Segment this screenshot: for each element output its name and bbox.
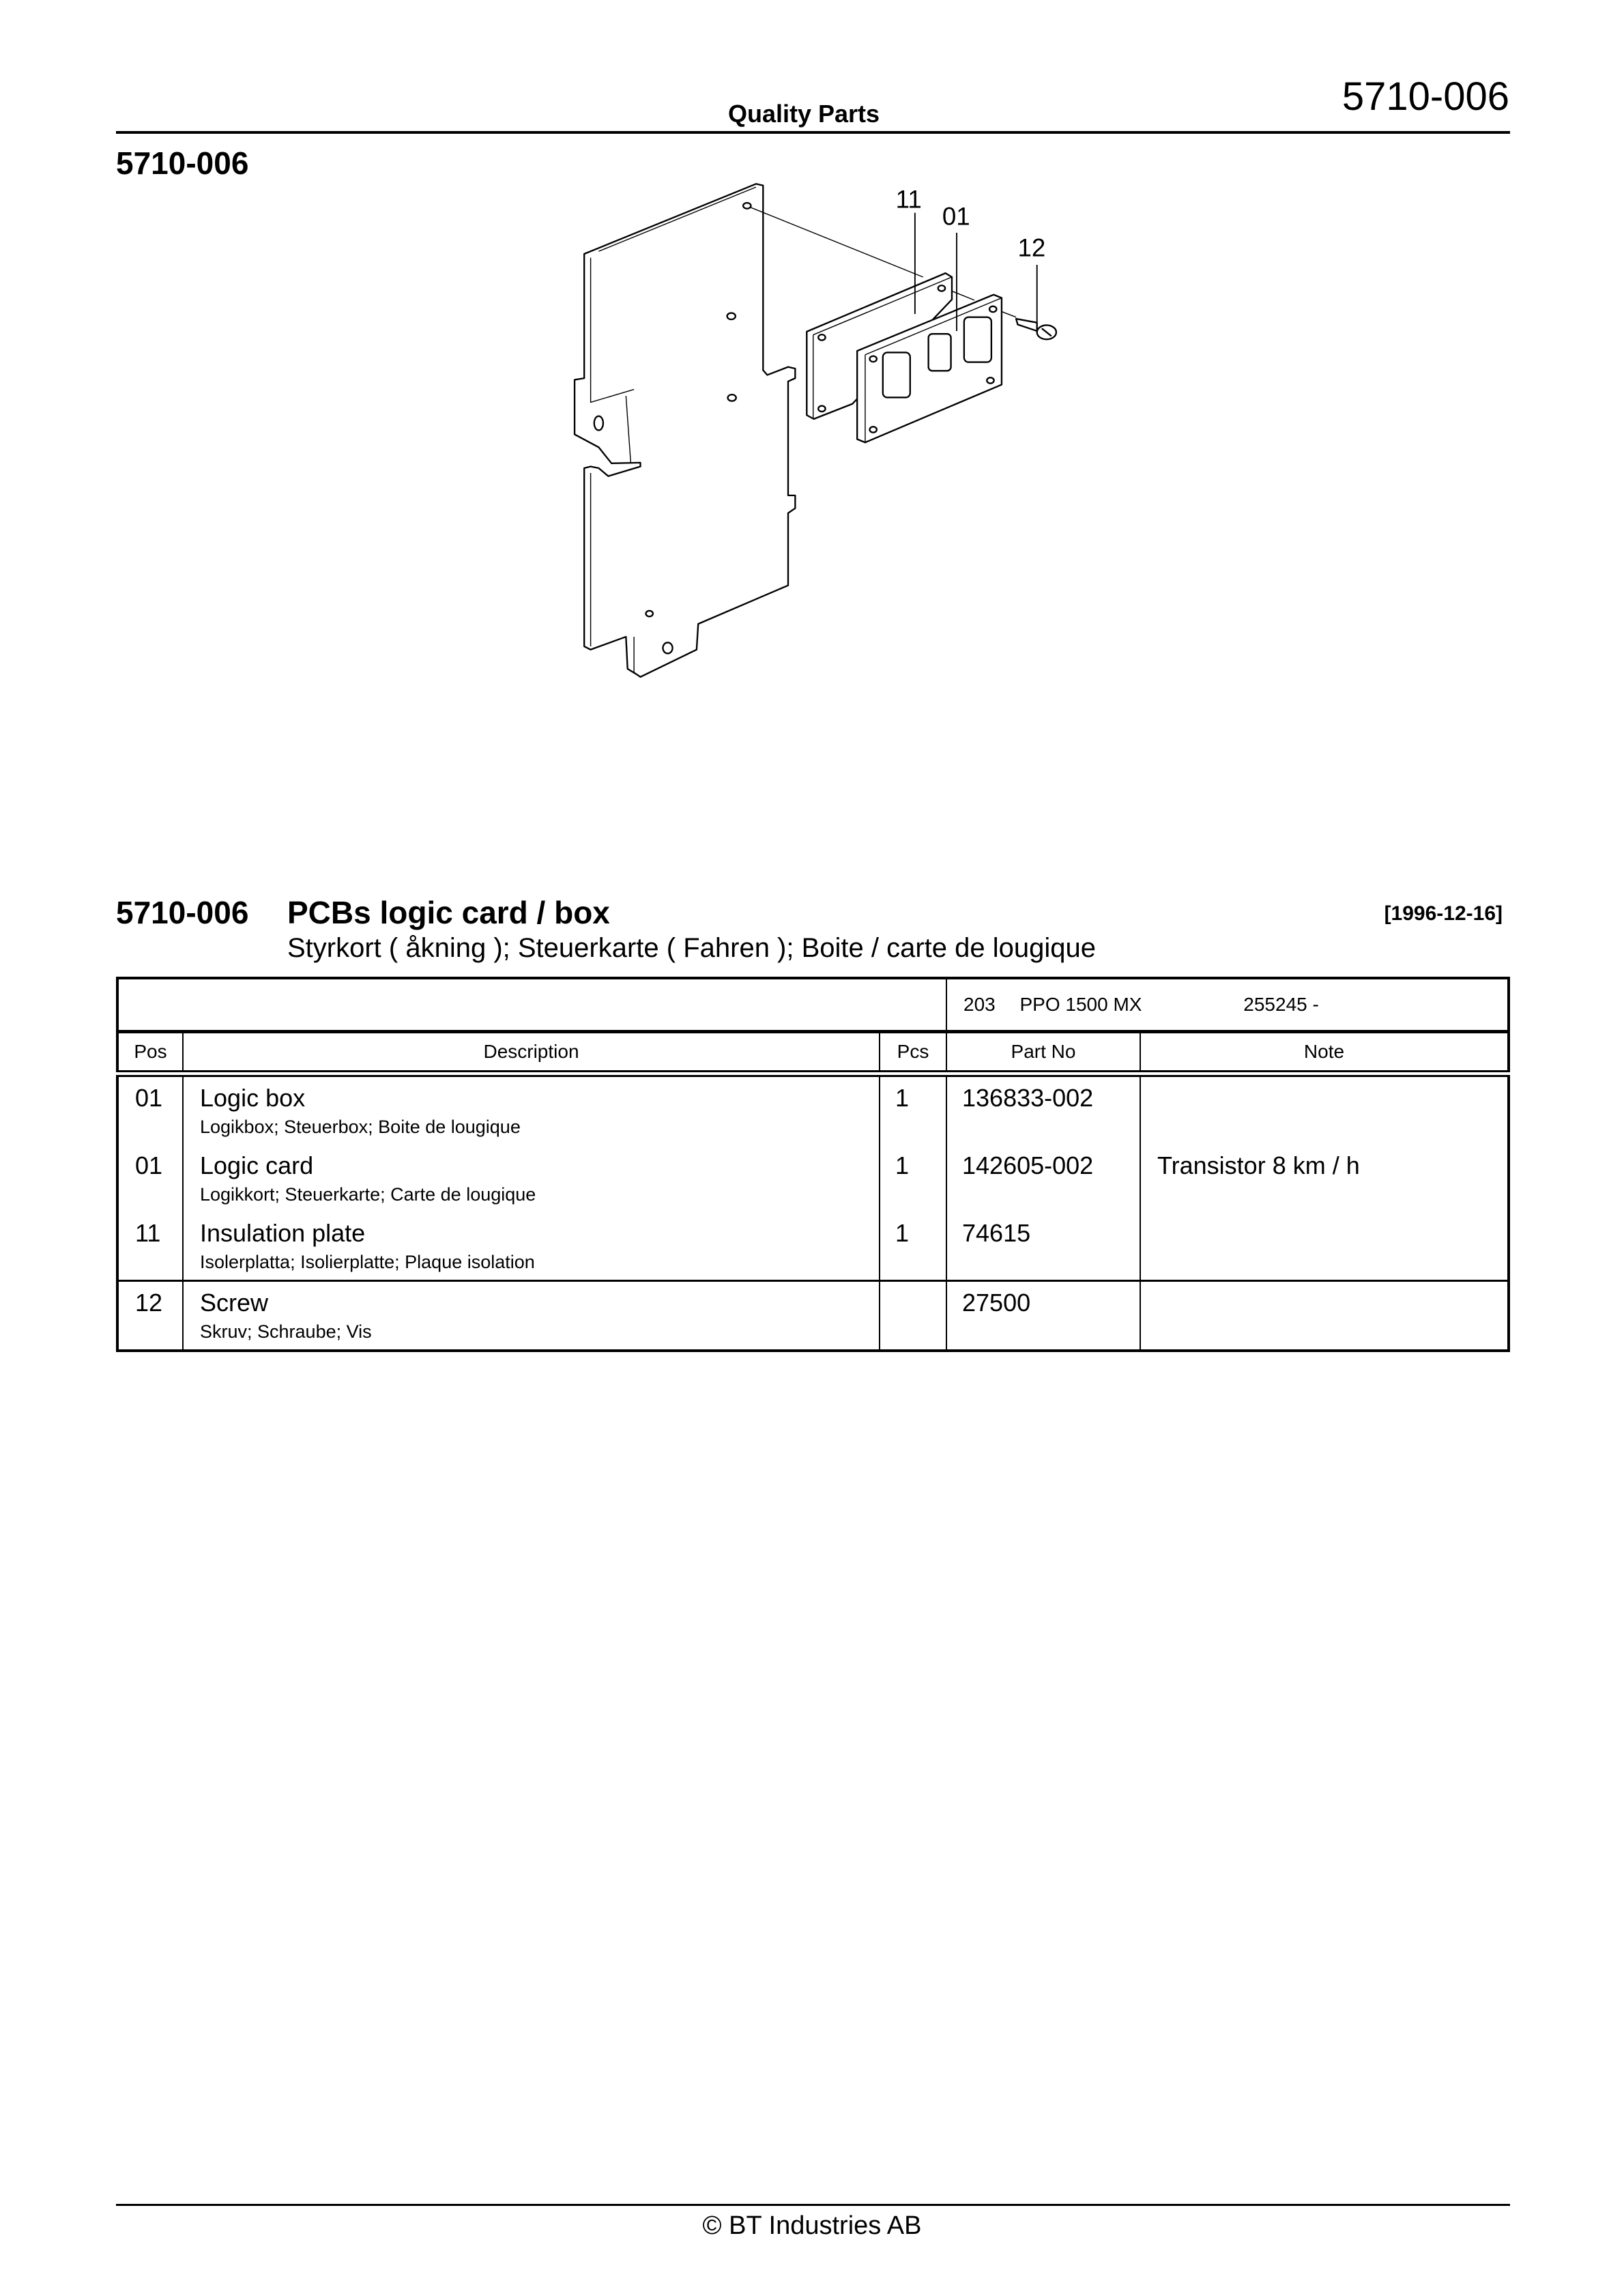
model-name: PPO 1500 MX xyxy=(1019,994,1142,1015)
model-code: 203 xyxy=(963,994,996,1015)
footer-copyright: © BT Industries AB xyxy=(702,2211,922,2240)
part-name: Logic card xyxy=(200,1151,314,1179)
header-title: Quality Parts xyxy=(727,100,880,128)
callout-01: 01 xyxy=(942,202,970,231)
table-row xyxy=(117,1212,1509,1281)
pos: 01 xyxy=(135,1084,163,1112)
description xyxy=(183,1145,880,1212)
part-name: Insulation plate xyxy=(200,1219,366,1247)
part-no: 142605-002 xyxy=(946,1145,1140,1212)
section-date: [1996-12-16] xyxy=(1384,902,1503,925)
model-row xyxy=(117,978,1509,1032)
note xyxy=(1140,1212,1509,1281)
col-part-no: Part No xyxy=(946,1032,1140,1074)
page-number: 5710-006 xyxy=(1342,74,1509,119)
pos: 11 xyxy=(135,1219,161,1247)
table-row xyxy=(117,1074,1509,1145)
section-id: 5710-006 xyxy=(116,145,249,181)
screw xyxy=(1016,319,1056,339)
part-translations: Logikbox; Steuerbox; Boite de lougique xyxy=(200,1117,521,1137)
table-row xyxy=(117,1145,1509,1212)
exploded-parts-diagram xyxy=(566,177,1064,860)
section-subtitle: Styrkort ( åkning ); Steuerkarte ( Fahren ); Boite / carte de lougique xyxy=(287,933,1096,963)
section-title-id: 5710-006 xyxy=(116,895,249,930)
description xyxy=(183,1074,880,1145)
description xyxy=(183,1212,880,1281)
part-name: Screw xyxy=(200,1289,269,1317)
pos: 01 xyxy=(135,1151,163,1179)
pcs: 1 xyxy=(880,1212,946,1281)
part-translations: Isolerplatta; Isolierplatte; Plaque isolation xyxy=(200,1252,535,1272)
footer-rule xyxy=(116,2204,1510,2206)
pcs: 1 xyxy=(880,1074,946,1145)
callout-11: 11 xyxy=(895,185,922,214)
part-no: 74615 xyxy=(946,1212,1140,1281)
pcs: 1 xyxy=(880,1145,946,1212)
part-translations: Logikkort; Steuerkarte; Carte de lougique xyxy=(200,1184,536,1205)
col-pcs: Pcs xyxy=(880,1032,946,1074)
pos: 12 xyxy=(117,1281,183,1351)
col-note: Note xyxy=(1140,1032,1509,1074)
note xyxy=(1140,1074,1509,1145)
parts-table xyxy=(116,977,1510,1352)
part-no: 27500 xyxy=(946,1281,1140,1351)
model-serial: 255245 - xyxy=(1243,994,1319,1015)
pcs xyxy=(880,1281,946,1351)
col-pos: Pos xyxy=(117,1032,183,1074)
note xyxy=(1140,1281,1509,1351)
callout-12: 12 xyxy=(1017,233,1046,262)
section-title: PCBs logic card / box xyxy=(287,895,610,930)
part-translations: Skruv; Schraube; Vis xyxy=(200,1321,372,1342)
description xyxy=(183,1281,880,1351)
part-name: Logic box xyxy=(200,1084,306,1112)
table-row xyxy=(117,1281,1509,1351)
mounting-plate xyxy=(575,184,795,676)
col-description: Description xyxy=(183,1032,880,1074)
header-rule xyxy=(116,131,1510,134)
note: Transistor 8 km / h xyxy=(1140,1145,1509,1212)
part-no: 136833-002 xyxy=(946,1074,1140,1145)
header-row xyxy=(117,1032,1509,1074)
